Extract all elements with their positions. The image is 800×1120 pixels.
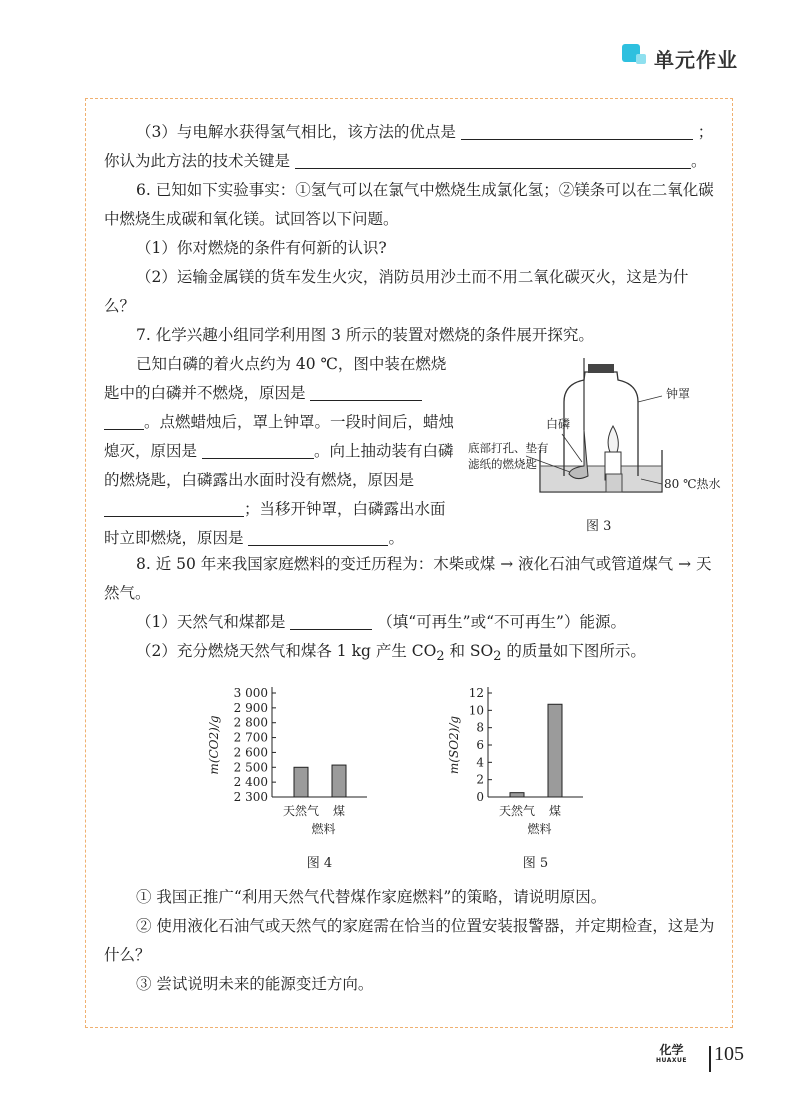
y-tick-label: 6	[476, 738, 484, 753]
q8-answer-1: ① 我国正推广“利用天然气代替煤作家庭燃料”的策略，请说明原因。	[136, 888, 607, 907]
exercise-content	[104, 118, 721, 999]
q8-answer-2: ② 使用液化石油气或天然气的家庭需在恰当的位置安装报警器，并定期检查，这是为什么？	[104, 917, 715, 965]
q5-part3-line2	[104, 147, 718, 176]
answer-blank[interactable]	[295, 150, 691, 169]
charts-row	[104, 679, 718, 879]
figure-caption: 图 4	[306, 856, 333, 872]
q8-sub1-text1: （1）天然气和煤都是	[136, 613, 286, 631]
label-hot-water: 80 ℃热水	[664, 477, 721, 491]
brand-pinyin: HUAXUE	[656, 1057, 687, 1064]
q8-sub2	[104, 637, 718, 671]
y-tick-label: 0	[476, 790, 484, 805]
q8-sub2-text1: （2）充分燃烧天然气和煤各 1 kg 产生 CO	[136, 642, 437, 660]
y-axis-label: m(CO2)/g	[207, 715, 221, 775]
x-category-label: 天然气	[282, 804, 320, 819]
label-spoon-2: 滤纸的燃烧匙	[468, 457, 537, 471]
stopper	[588, 364, 614, 373]
y-tick-label: 2 500	[233, 760, 268, 775]
q8-answer-3: ③ 尝试说明未来的能源变迁方向。	[136, 975, 374, 994]
y-tick-label: 2 400	[233, 775, 268, 790]
subscript: 2	[436, 649, 445, 665]
figure-4-chart	[206, 679, 386, 875]
hot-water	[541, 466, 661, 491]
y-tick-label: 2	[476, 772, 484, 787]
answer-blank[interactable]	[104, 498, 244, 517]
footer-divider	[709, 1046, 711, 1072]
q6-sub2: （2）运输金属镁的货车发生火灾，消防员用沙土而不用二氧化碳灭火，这是为什么？	[104, 268, 689, 315]
q8-stem: 8. 近 50 年来我国家庭燃料的变迁历程为：木柴或煤 → 液化石油气或管道煤气 → 天然气。	[104, 555, 712, 602]
figure-caption: 图 5	[522, 856, 549, 872]
answer-blank[interactable]	[248, 527, 388, 546]
candle-stand	[606, 474, 622, 492]
q7-stem: 7. 化学兴趣小组同学利用图 3 所示的装置对燃烧的条件展开探究。	[136, 326, 594, 344]
figure-3-apparatus	[466, 354, 726, 544]
brand-text: 化学	[659, 1043, 684, 1057]
y-tick-label: 4	[476, 755, 484, 770]
x-category-label: 煤	[332, 804, 346, 819]
q7-text-1: 已知白磷的着火点约为 40 ℃，图中装在燃烧匙中的白磷并不燃烧，原因是	[104, 355, 447, 402]
leader-line	[562, 434, 582, 462]
punct: ；	[697, 123, 714, 141]
q8-sub2-text2: 和 SO	[444, 642, 494, 660]
answer-blank[interactable]	[290, 611, 372, 630]
x-category-label: 天然气	[498, 804, 536, 819]
label-spoon-1: 底部打孔、垫有	[468, 441, 549, 455]
answer-blank[interactable]	[461, 121, 693, 140]
answer-blank[interactable]	[310, 382, 422, 401]
section-title: 单元作业	[654, 48, 738, 72]
q8-sub2-text3: 的质量如下图所示。	[501, 642, 646, 660]
q7-body	[104, 350, 721, 550]
y-axis-label: m(SO2)/g	[447, 716, 461, 775]
q6-sub1: （1）你对燃烧的条件有何新的认识?	[136, 239, 387, 257]
bar-coal	[548, 704, 562, 797]
q8-sub1-text2: （填“可再生”或“不可再生”）能源。	[377, 613, 626, 631]
subject-brand	[656, 1044, 687, 1064]
figure-3-caption: 图 3	[586, 519, 612, 534]
y-tick-label: 2 900	[233, 700, 268, 715]
answer-blank[interactable]	[202, 440, 314, 459]
bar-natural-gas	[510, 793, 524, 797]
page-number: 105	[714, 1043, 744, 1065]
subscript: 2	[493, 649, 502, 665]
y-tick-label: 2 300	[233, 790, 268, 805]
q5-part3	[104, 118, 718, 147]
q7-text-4: ；当移开钟罩，白磷露出水面时立即燃烧，原因是	[104, 500, 446, 547]
y-tick-label: 2 800	[233, 715, 268, 730]
label-bell-jar: 钟罩	[666, 387, 691, 401]
punct: 。	[388, 529, 404, 547]
label-phosphorus: 白磷	[546, 417, 571, 431]
figure-5-chart	[446, 679, 606, 875]
q8-sub1	[104, 608, 718, 637]
y-tick-label: 3 000	[233, 686, 268, 701]
bell-jar	[564, 372, 638, 476]
y-tick-label: 12	[468, 686, 484, 701]
y-tick-label: 2 700	[233, 730, 268, 745]
q5-part3-text1: （3）与电解水获得氢气相比，该方法的优点是	[136, 123, 456, 141]
x-axis-label: 燃料	[527, 822, 552, 837]
y-tick-label: 2 600	[233, 745, 268, 760]
bar-coal	[332, 765, 346, 797]
y-tick-label: 8	[476, 720, 484, 735]
header-accent-square	[622, 44, 640, 62]
q5-part3-text2: 你认为此方法的技术关键是	[104, 152, 291, 170]
y-tick-label: 10	[468, 703, 484, 718]
bar-natural-gas	[294, 767, 308, 797]
q6-stem: 6. 已知如下实验事实：①氢气可以在氯气中燃烧生成氯化氢；②镁条可以在二氧化碳中燃烧生成碳和氧化镁。试回答以下问题。	[104, 181, 714, 228]
leader-line	[638, 396, 662, 402]
flame-icon	[608, 426, 618, 452]
x-category-label: 煤	[548, 804, 562, 819]
x-axis-label: 燃料	[311, 822, 336, 837]
punct: 。	[690, 152, 707, 170]
q7-text-2: 。点燃蜡烛后，罩上钟罩。一段时间后，蜡烛熄灭，原因是	[104, 413, 455, 460]
combustion-spoon	[569, 430, 588, 479]
q7-text	[104, 350, 456, 553]
answer-blank[interactable]	[104, 411, 144, 430]
q7-text-3: 。向上抽动装有白磷的燃烧匙，白磷露出水面时没有燃烧，原因是	[104, 442, 454, 489]
